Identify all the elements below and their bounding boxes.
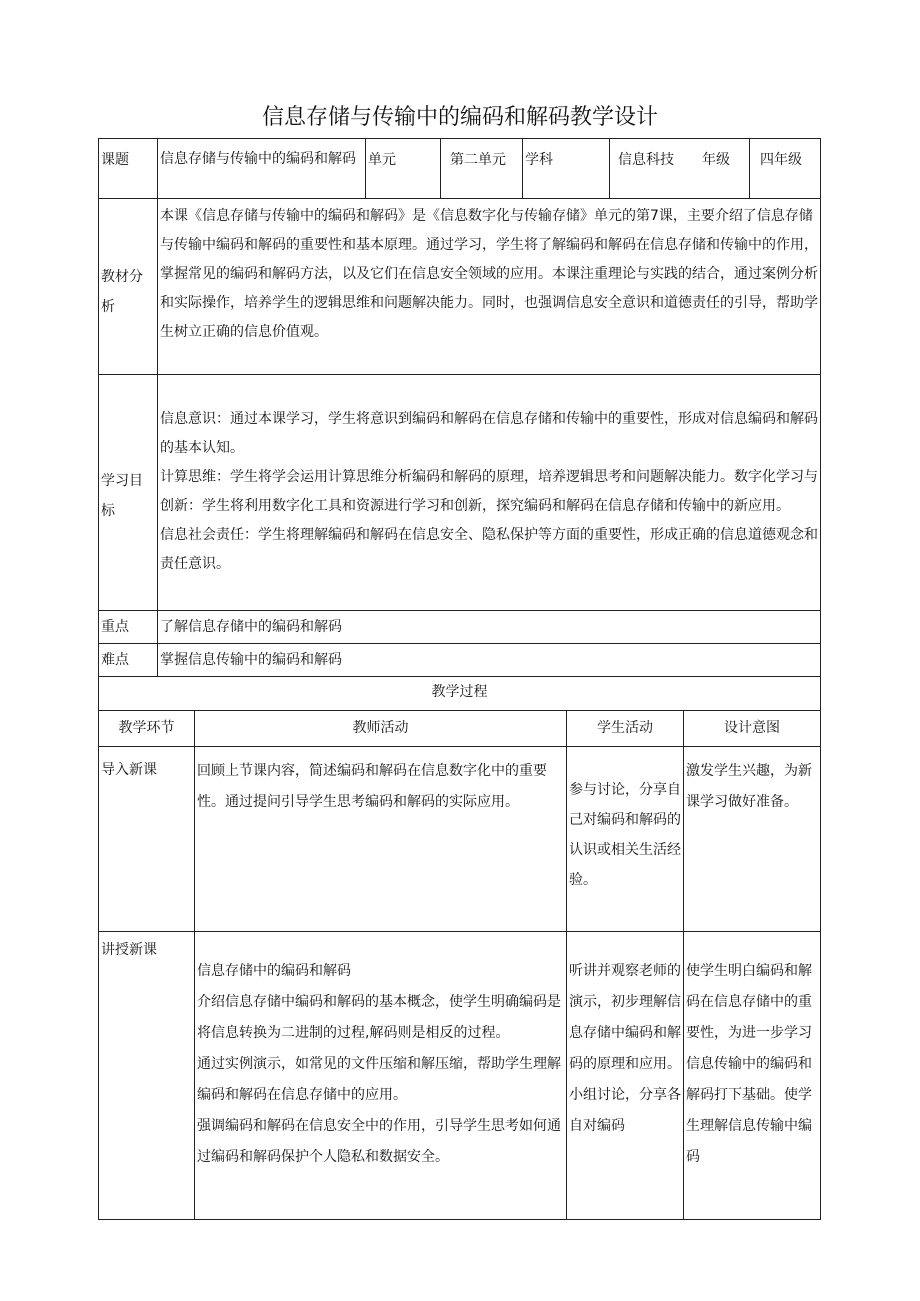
student-activity-new-lesson (567, 956, 683, 1142)
learning-goals-text (158, 405, 820, 579)
material-analysis-text: 本课《信息存储与传输中的编码和解码》是《信息数字化与传输存储》单元的第7课，主要介绍了信息存储与传输中编码和解码的重要性和基本原理。通过学习，学生将了解编码和解码在信息存储和传输中的作用，掌握常见的编码和解码方法，以及它们在信息安全领域的应用。本课注重理论与实践的结合，通过案例分析和实际操作，培养学生的逻辑思维和问题解决能力。同时，也强调信息安全意识和道德责任的引导，帮助学生树立正确的信息价值观。 (160, 208, 818, 340)
student-activity-intro: 参与讨论，分享自己对编码和解码的认识或相关生活经验。 (569, 782, 681, 888)
design-intent-intro: 激发学生兴趣，为新课学习做好准备。 (686, 763, 812, 810)
teacher-activity-new-lesson (195, 956, 566, 1173)
teacher-paragraph: 通过实例演示，如常见的文件压缩和解压缩，帮助学生理解编码和解码在信息存储中的应用。 (197, 1056, 561, 1103)
grade-value: 四年级 (760, 152, 802, 168)
stage-intro: 导入新课 (101, 762, 157, 778)
grade-label: 年级 (702, 152, 730, 168)
stage-new-lesson: 讲授新课 (101, 942, 157, 958)
student-paragraph: 小组讨论，分享各自对编码 (569, 1087, 681, 1134)
material-analysis-label: 教材分析 (101, 269, 143, 315)
topic-label: 课题 (101, 152, 129, 168)
learning-goals-label: 学习目标 (101, 473, 143, 519)
difficulty-label: 难点 (101, 652, 129, 668)
topic-value: 信息存储与传输中的编码和解码 (160, 151, 356, 167)
difficulty-text: 掌握信息传输中的编码和解码 (160, 652, 342, 668)
teacher-paragraph: 介绍信息存储中编码和解码的基本概念，使学生明确编码是将信息转换为二进制的过程,解码则是相反的过程。 (197, 994, 561, 1041)
teacher-paragraph: 信息存储中的编码和解码 (197, 963, 351, 979)
column-teacher: 教师活动 (352, 720, 409, 736)
column-student: 学生活动 (597, 720, 653, 736)
teacher-activity-intro: 回顾上节课内容，简述编码和解码在信息数字化中的重要性。通过提问引导学生思考编码和解码的实际应用。 (197, 763, 547, 810)
subject-label: 学科 (525, 152, 553, 168)
process-header: 教学过程 (431, 684, 488, 700)
column-stage: 教学环节 (118, 720, 175, 736)
unit-value: 第二单元 (450, 152, 506, 168)
teacher-paragraph: 强调编码和解码在信息安全中的作用，引导学生思考如何通过编码和解码保护个人隐私和数据安全。 (197, 1118, 561, 1165)
page-title: 信息存储与传输中的编码和解码教学设计 (261, 105, 658, 130)
unit-label: 单元 (368, 152, 396, 168)
key-point-label: 重点 (101, 619, 129, 635)
design-intent-new-lesson: 使学生明白编码和解码在信息存储中的重要性，为进一步学习信息传输中的编码和解码打下基础。使学生理解信息传输中编码 (686, 963, 812, 1165)
student-paragraph: 听讲并观察老师的演示，初步理解信息存储中编码和解码的原理和应用。 (569, 963, 681, 1072)
key-point-text: 了解信息存储中的编码和解码 (160, 619, 342, 635)
goal-information-awareness: 信息意识：通过本课学习，学生将意识到编码和解码在信息存储和传输中的重要性，形成对信息编码和解码的基本认知。 (160, 411, 818, 456)
column-intent: 设计意图 (724, 720, 780, 736)
subject-value: 信息科技 (618, 152, 674, 168)
goal-computational-thinking: 计算思维：学生将学会运用计算思维分析编码和解码的原理，培养逻辑思考和问题解决能力。数字化学习与创新：学生将利用数字化工具和资源进行学习和创新，探究编码和解码在信息存储和传输中的新应用。 (160, 469, 818, 514)
goal-social-responsibility: 信息社会责任：学生将理解编码和解码在信息安全、隐私保护等方面的重要性，形成正确的信息道德观念和责任意识。 (160, 527, 818, 572)
